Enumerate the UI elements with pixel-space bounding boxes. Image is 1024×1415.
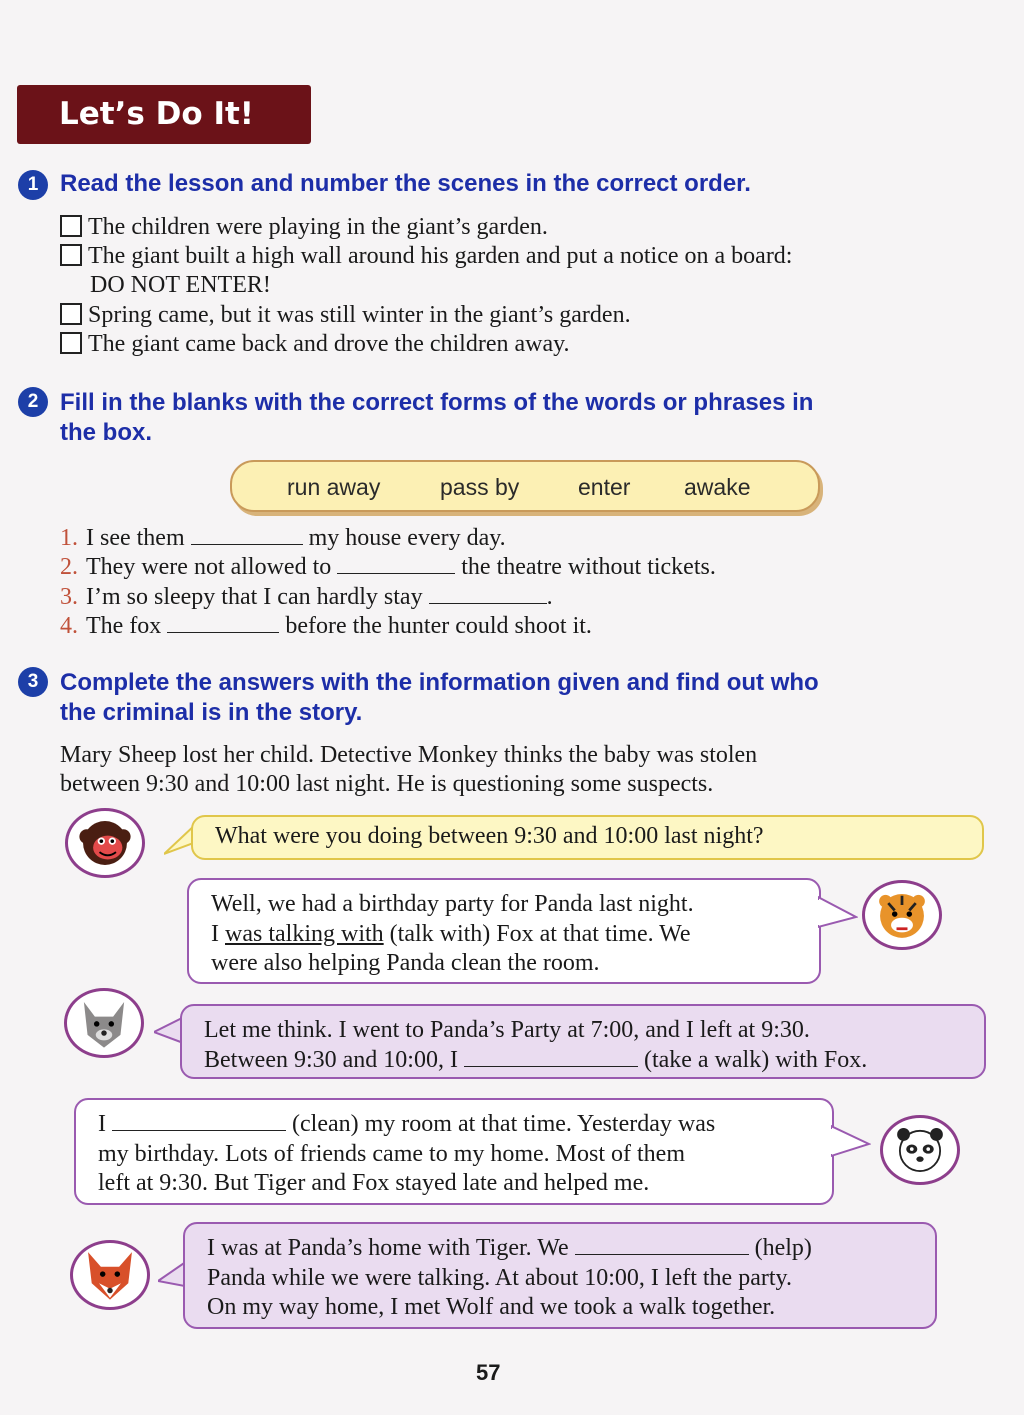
exercise-3-instruction-line1: Complete the answers with the information given and find out who <box>60 669 819 696</box>
exercise-2-number: 2 <box>18 387 48 417</box>
panda-bubble-tail <box>831 1122 871 1162</box>
section-title: Let’s Do It! <box>17 85 311 144</box>
order-item-3: Spring came, but it was still winter in the giant’s garden. <box>60 301 631 330</box>
word-pass-by: pass by <box>440 474 520 500</box>
order-item-4: The giant came back and drove the children away. <box>60 330 570 359</box>
monkey-avatar-icon <box>65 808 145 878</box>
exercise-1-instruction: Read the lesson and number the scenes in the correct order. <box>60 170 751 197</box>
word-run-away: run away <box>287 474 381 500</box>
blank-2[interactable] <box>337 553 455 574</box>
tiger-example-answer: was talking with <box>225 920 384 947</box>
exercise-2-instruction-line2: the box. <box>60 419 153 446</box>
word-awake: awake <box>684 474 751 500</box>
order-checkbox-4[interactable] <box>60 332 82 354</box>
panda-avatar-icon <box>880 1115 960 1185</box>
blank-1[interactable] <box>191 524 303 545</box>
sentence-1: 1. I see them my house every day. <box>60 525 506 551</box>
wolf-avatar-icon <box>64 988 144 1058</box>
panda-speech-bubble: I (clean) my room at that time. Yesterday was my birthday. Lots of friends came to my home. Most of them left at 9:30. But Tiger and Fox stayed late and helped me. <box>74 1098 834 1205</box>
tiger-avatar-icon <box>862 880 942 950</box>
sentence-2: 2. They were not allowed to the theatre without tickets. <box>60 554 716 580</box>
tiger-speech-bubble: Well, we had a birthday party for Panda last night. I was talking with (talk with) Fox at that time. We were also helping Panda clean the room. <box>187 878 821 984</box>
wolf-speech-bubble: Let me think. I went to Panda’s Party at 7:00, and I left at 9:30. Between 9:30 and 10:00, I (take a walk) with Fox. <box>180 1004 986 1079</box>
story-intro-line2: between 9:30 and 10:00 last night. He is questioning some suspects. <box>60 771 714 797</box>
blank-3[interactable] <box>429 583 547 604</box>
order-checkbox-2[interactable] <box>60 244 82 266</box>
sentence-4: 4. The fox before the hunter could shoot it. <box>60 613 592 639</box>
page-number: 57 <box>476 1360 501 1385</box>
word-enter: enter <box>578 474 631 500</box>
sentence-3: 3. I’m so sleepy that I can hardly stay . <box>60 584 553 610</box>
monkey-speech-bubble: What were you doing between 9:30 and 10:00 last night? <box>191 815 984 860</box>
order-item-2-continued: DO NOT ENTER! <box>90 272 271 298</box>
blank-4[interactable] <box>167 612 279 633</box>
order-item-2: The giant built a high wall around his garden and put a notice on a board: <box>60 242 792 271</box>
exercise-3-instruction-line2: the criminal is in the story. <box>60 699 363 726</box>
tiger-bubble-tail <box>818 893 858 933</box>
wolf-blank[interactable] <box>464 1046 638 1067</box>
order-checkbox-3[interactable] <box>60 303 82 325</box>
fox-avatar-icon <box>70 1240 150 1310</box>
panda-blank[interactable] <box>112 1110 286 1131</box>
story-intro-line1: Mary Sheep lost her child. Detective Monkey thinks the baby was stolen <box>60 742 758 768</box>
exercise-1-number: 1 <box>18 170 48 200</box>
order-item-1: The children were playing in the giant’s garden. <box>60 213 548 242</box>
order-checkbox-1[interactable] <box>60 215 82 237</box>
exercise-2-instruction-line1: Fill in the blanks with the correct forms of the words or phrases in <box>60 389 814 416</box>
fox-speech-bubble: I was at Panda’s home with Tiger. We (help) Panda while we were talking. At about 10:00, I left the party. On my way home, I met Wolf and we took a walk together. <box>183 1222 937 1329</box>
exercise-3-number: 3 <box>18 667 48 697</box>
fox-blank[interactable] <box>575 1234 749 1255</box>
word-box <box>230 460 820 512</box>
